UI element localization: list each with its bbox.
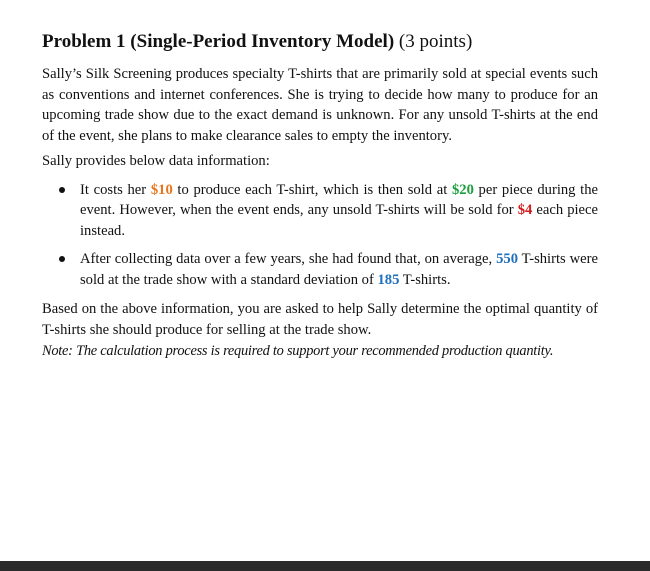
- task-paragraph: Based on the above information, you are asked to help Sally determine the optimal quantity of T-shirts she should produce for selling at the trade show.: [42, 301, 598, 338]
- bullet2-text-a: After collecting data over a few years, she had found that, on average,: [80, 251, 497, 267]
- data-bullet-list: [42, 180, 598, 291]
- bullet2-text-b: T-shirts were sold at the trade show with a standard deviation of: [80, 251, 598, 288]
- problem-title-main: Problem 1 (Single-Period Inventory Model): [42, 31, 395, 52]
- bullet-dot-icon: [59, 256, 65, 262]
- bullet1-text-b: to produce each T-shirt, which is then sold at: [172, 181, 452, 198]
- intro-paragraph: Sally’s Silk Screening produces specialty T-shirts that are primarily sold at special events such as conventions and internet conferences. She is trying to decide how many to produce for an upcoming trade show due to the exact demand is unknown. For any unsold T-shirts at the end of the event, she plans to make clearance sales to empty the inventory.: [42, 66, 598, 144]
- selling-price: $20: [451, 181, 474, 198]
- problem-content: [42, 30, 598, 362]
- salvage-price: $4: [517, 202, 533, 218]
- bullet2-text-c: T-shirts.: [399, 271, 451, 288]
- bullet-cost-price: [42, 180, 598, 242]
- bullet1-text-a: It costs her: [80, 181, 151, 198]
- bottom-bar: [0, 561, 650, 571]
- data-lead-paragraph: Sally provides below data information:: [42, 153, 270, 169]
- bullet1-text-d: each piece instead.: [80, 202, 598, 239]
- note-text: Note: The calculation process is required to support your recommended production quantity.: [42, 343, 554, 359]
- demand-mean: 550: [496, 251, 518, 267]
- bullet-demand-stats: [42, 249, 598, 290]
- problem-title-points: (3 points): [394, 31, 473, 52]
- production-cost: $10: [150, 181, 173, 198]
- demand-std-dev: 185: [377, 271, 400, 288]
- bullet1-text-c: per piece during the event. However, when the event ends, any unsold T-shirts will be sold for: [80, 181, 599, 218]
- bullet-dot-icon: [59, 187, 65, 193]
- problem-title: [42, 30, 598, 54]
